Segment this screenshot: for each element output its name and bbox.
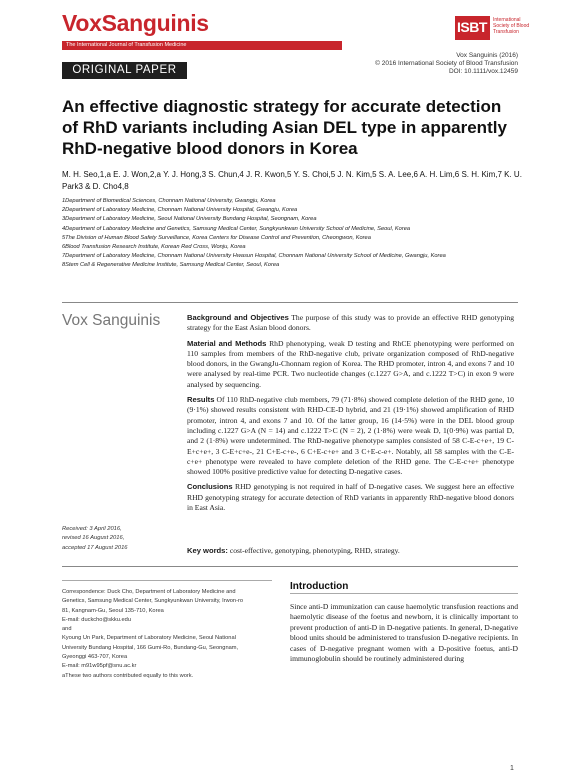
introduction-heading: Introduction [290, 581, 349, 592]
correspondence-divider [62, 580, 272, 581]
affiliation: 3Department of Laboratory Medicine, Seoul National University Bundang Hospital, Seongnam, Korea [62, 216, 317, 223]
journal-header [62, 8, 532, 52]
correspondence-line: 81, Kangnam-Gu, Seoul 135-710, Korea [62, 607, 164, 614]
author-list: M. H. Seo,1,a E. J. Won,2,a Y. J. Hong,3 S. Chun,4 J. R. Kwon,5 Y. S. Choi,5 J. N. Kim,5 S. A. Lee,6 A. H. Lim,6 S. H. Kim,7 K. U. Park3 & D. Cho4,8 [62, 170, 522, 191]
article-title: An effective diagnostic strategy for accurate detection of RhD variants including Asian DEL type in apparently RhD-negative blood donors in Korea [62, 97, 507, 158]
doi: DOI: 10.1111/vox.12459 [448, 68, 518, 75]
abstract-text: Of 110 RhD-negative club members, 79 (71·8%) showed complete deletion of the RHD gene, 10 (9·1%) showed results consistent with RHD-CE-D hybrid, and 21 (19·1%) showed amplification of RHD promoter, intron 4, and exons 7 and 10. Of the latter group, 16 (14·5%) were in the DEL blood group including c.1227 G>A (N = 14) and c.1222 T>C (N = 2), 2 (1·8%) were weak D, 1(0·9%) was partial D, and 2 (1·8%) were undetermined. The RhD-negative phenotype samples consisted of 58 C-E-c+e+, 19 C-E+c+e+, 3 C-E+c+e-, 21 C+E-c+e-, 6 C+E-c+e+ and 3 C+E-c-e+. Notably, all 58 samples with the C-E-c+e+ phenotype were revealed to have complete deletion of the RHD gene. The C-E-c+e+ phenotype showed 100% positive predictive value for detecting D-negative cases. [187, 395, 514, 477]
abstract-top-divider [62, 302, 518, 303]
affiliation: 1Department of Biomedical Sciences, Chonnam National University, Gwangju, Korea [62, 198, 276, 204]
keywords-heading: Key words: [187, 546, 228, 555]
page-number: 1 [510, 765, 514, 772]
date-received: Received: 3 April 2016, [62, 526, 122, 532]
abstract-text: RhD phenotyping, weak D testing and RhCE phenotyping were performed on 110 samples from members of the RhD-negative club, private organization composed of RhD-negative blood donors, in the GwangJu-Chonnam region of Korea. The RHD promoter, intron 4, and exons 7 and 10 were analysed by real-time PCR. Two nucleotide changes (c.1227 G>A, and c.1222 T>C) in exon 9 were analysed by sequencing. [187, 338, 514, 389]
abstract-heading: Material and Methods [187, 338, 267, 348]
correspondence-line: Correspondence: Duck Cho, Department of Laboratory Medicine and [62, 589, 236, 595]
keywords [187, 546, 517, 556]
correspondence-line: University Bundang Hospital, 166 Gumi-Ro, Bundang-Gu, Seongnam, [62, 644, 239, 651]
abstract-conclusions [187, 482, 514, 513]
society-abbrev: ISBT [457, 19, 487, 35]
article-type-banner: ORIGINAL PAPER [62, 62, 187, 79]
abstract-text: The purpose of this study was to provide an effective RHD genotyping strategy for the East Asian blood donors. [187, 313, 514, 333]
abstract-methods [187, 339, 514, 390]
abstract-heading: Conclusions [187, 482, 233, 492]
abstract-bottom-divider [62, 566, 518, 567]
abstract-heading: Background and Objectives [187, 313, 289, 322]
introduction-divider [290, 593, 518, 594]
article-dates [62, 525, 128, 553]
affiliations [62, 197, 532, 271]
correspondence-line: Gyeonggi 463-707, Korea [62, 654, 128, 661]
affiliation: 6Blood Transfusion Research Institute, Korean Red Cross, Wonju, Korea [62, 244, 246, 251]
journal-logo: VoxSanguinis [62, 10, 209, 36]
date-accepted: accepted 17 August 2016 [62, 544, 128, 551]
copyright: © 2016 International Society of Blood Transfusion [375, 60, 518, 67]
correspondence-line: Genetics, Samsung Medical Center, Sungkyunkwan University, Irwon-ro [62, 598, 244, 605]
abstract-background [187, 313, 514, 334]
affiliation: 7Department of Laboratory Medicine, Chonnam National University Hwasun Hospital, Chonnam National University School of Medicine, Gwangju, Korea [62, 253, 446, 260]
correspondence [62, 588, 277, 681]
abstract [187, 313, 514, 518]
abstract-heading: Results [187, 395, 215, 405]
correspondence-line: Kyoung Un Park, Department of Laboratory Medicine, Seoul National [62, 635, 236, 642]
introduction-text: Since anti-D immunization can cause haemolytic transfusion reactions and haemolytic disease of the foetus and newborn, it is clinically important to prevent production of anti-D in D-negative patients. In general, D-negative blood units should be administered to transfusion D-negative recipients. In cases of D-negative pregnant women with a D-positive foetus, anti-D immunoglobulin should be routinely administered during [290, 602, 518, 664]
keywords-text: cost-effective, genotyping, phenotyping, RHD, strategy. [229, 546, 400, 555]
correspondence-line: and [62, 626, 72, 633]
equal-contribution-note: aThese two authors contributed equally to this work. [62, 672, 194, 679]
affiliation: 4Department of Laboratory Medicine and Genetics, Samsung Medical Center, Sungkyunkwan University School of Medicine, Seoul, Korea [62, 225, 411, 232]
abstract-results [187, 395, 514, 477]
date-revised: revised 16 August 2016, [62, 535, 125, 542]
correspondence-email: E-mail: duckcho@skku.edu [62, 616, 131, 623]
abstract-text: RHD genotyping is not required in half of D-negative cases. We suggest here an effective RHD genotyping strategy for accurate detection of RhD variants in apparently RhD-negative blood donors in East Asia. [187, 482, 514, 513]
journal-tagline: The International Journal of Transfusion Medicine [66, 42, 187, 48]
citation-block [375, 52, 518, 76]
society-name: International Society of Blood Transfusion [493, 17, 530, 35]
correspondence-email: E-mail: m91w95pf@snu.ac.kr [62, 663, 137, 670]
affiliation: 8Stem Cell & Regenerative Medicine Institute, Samsung Medical Center, Seoul, Korea [62, 262, 280, 269]
citation: Vox Sanguinis (2016) [456, 52, 518, 59]
affiliation: 2Department of Laboratory Medicine, Chonnam National University Hospital, Gwangju, Korea [62, 207, 298, 214]
affiliation: 5The Division of Human Blood Safety Surveillance, Korea Centers for Disease Control and Prevention, Cheongwon, Korea [62, 234, 371, 241]
side-journal-logo: Vox Sanguinis [62, 312, 161, 329]
society-logo [455, 14, 533, 44]
